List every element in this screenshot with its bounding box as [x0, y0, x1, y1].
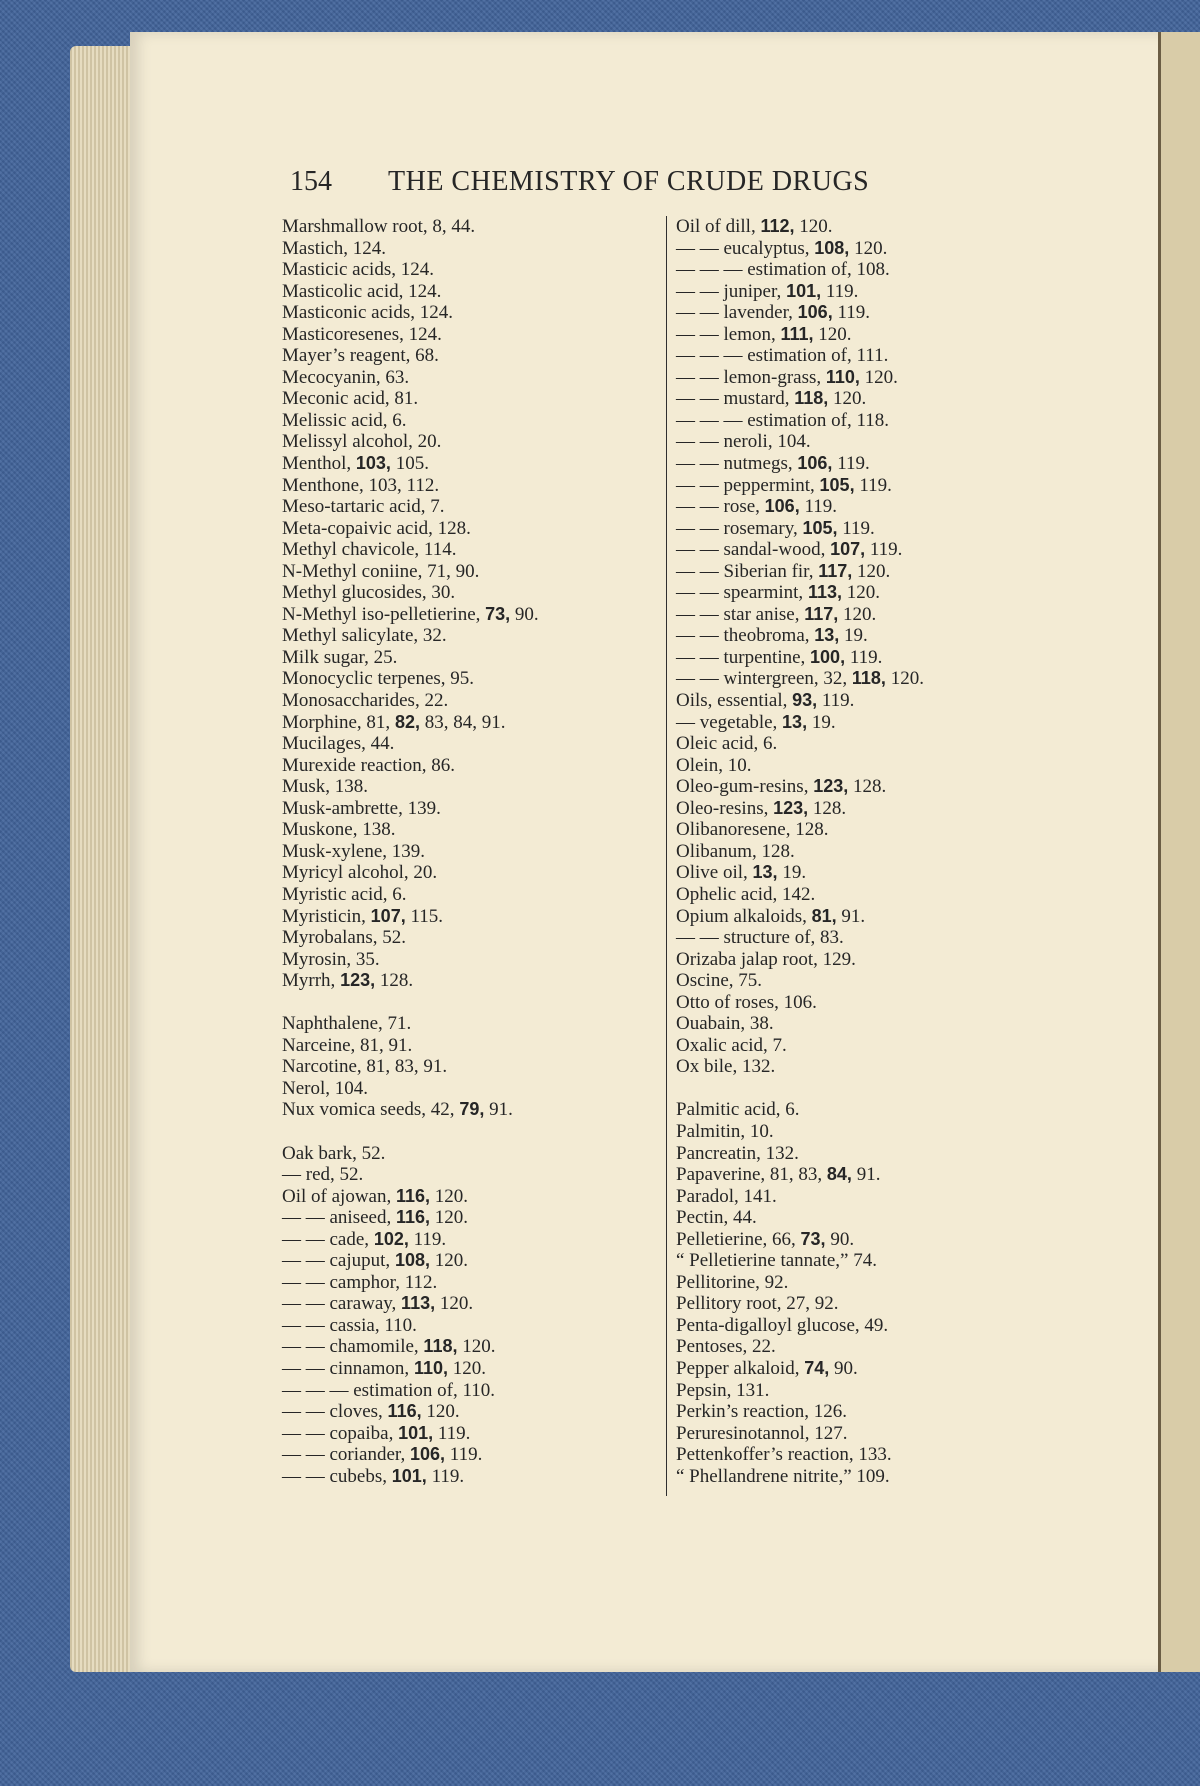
index-entry-other-pages: 120.: [813, 323, 852, 345]
index-entry-other-pages: 90.: [829, 1357, 858, 1379]
index-entry-other-pages: 115.: [405, 905, 444, 927]
index-entry: Oscine, 75.: [676, 970, 763, 992]
index-entry: [282, 1336, 672, 1358]
index-entry-other-pages: 119.: [799, 496, 837, 518]
running-header: [290, 166, 960, 206]
index-entry: [282, 453, 672, 475]
index-entry: “ Pelletierine tannate,” 74.: [676, 1250, 877, 1272]
index-entry: Pancreatin, 132.: [676, 1142, 799, 1164]
index-entry-other-pages: 120.: [430, 1185, 469, 1207]
index-section-gap: [282, 1121, 672, 1143]
index-entry-main-page: 123,: [340, 970, 376, 991]
index-entry-term: Morphine, 81,: [282, 711, 395, 733]
index-entry-main-page: 105,: [802, 517, 838, 538]
index-entry-main-page: 113,: [401, 1293, 436, 1314]
index-entry: [676, 604, 1016, 626]
index-entry-main-page: 123,: [813, 776, 849, 797]
index-entry: Pettenkoffer’s reaction, 133.: [676, 1444, 892, 1466]
index-section-gap: [676, 1078, 1016, 1100]
index-entry: Palmitic acid, 6.: [676, 1099, 800, 1121]
index-entry: Masticolic acid, 124.: [282, 280, 442, 302]
index-entry-main-page: 118,: [794, 388, 829, 409]
index-entry-other-pages: 120.: [421, 1401, 460, 1423]
index-entry-main-page: 111,: [780, 323, 814, 344]
index-entry: [676, 518, 1016, 540]
index-entry: [282, 604, 672, 626]
index-entry-other-pages: 120.: [838, 603, 877, 625]
index-entry-main-page: 13,: [752, 862, 778, 883]
index-entry: Milk sugar, 25.: [282, 646, 398, 668]
next-page-edge: [1158, 32, 1200, 1672]
index-entry-term: — — mustard,: [676, 388, 795, 410]
index-entry-other-pages: 119.: [426, 1465, 465, 1487]
index-entry-main-page: 106,: [409, 1444, 446, 1465]
index-entry: Muskone, 138.: [282, 819, 396, 841]
index-entry-term: — — theobroma,: [676, 625, 815, 647]
index-entry: Marshmallow root, 8, 44.: [282, 216, 476, 237]
index-entry: — red, 52.: [282, 1164, 364, 1186]
index-entry-main-page: 101,: [398, 1422, 434, 1443]
index-entry-other-pages: 119.: [817, 690, 855, 712]
index-entry-other-pages: 105.: [390, 453, 429, 475]
index-entry-term: — — cloves,: [282, 1401, 388, 1423]
index-entry-main-page: 82,: [394, 711, 420, 732]
index-entry-term: Pelletierine, 66,: [676, 1228, 801, 1250]
index-entry: Melissyl alcohol, 20.: [282, 431, 442, 453]
index-entry: Nerol, 104.: [282, 1077, 369, 1099]
index-entry: “ Phellandrene nitrite,” 109.: [676, 1465, 890, 1487]
index-entry-main-page: 105,: [819, 474, 855, 495]
index-entry-other-pages: 90.: [825, 1228, 855, 1250]
index-entry: [676, 539, 1016, 561]
index-entry-other-pages: 128.: [375, 970, 414, 992]
index-entry: [282, 1250, 672, 1272]
index-entry: [676, 625, 1016, 647]
index-entry-other-pages: 128.: [848, 776, 887, 798]
index-entry: Narcotine, 81, 83, 91.: [282, 1056, 448, 1078]
index-entry-main-page: 108,: [394, 1250, 430, 1271]
index-entry-term: — — turpentine,: [676, 646, 811, 668]
index-entry: Pentoses, 22.: [676, 1336, 776, 1358]
index-entry: Musk-ambrette, 139.: [282, 797, 441, 819]
index-entry-other-pages: 119.: [832, 302, 870, 324]
index-entry-other-pages: 91.: [851, 1164, 881, 1186]
index-entry: [676, 324, 1016, 346]
index-entry: [676, 582, 1016, 604]
index-entry-main-page: 117,: [818, 560, 853, 581]
index-entry: [676, 281, 1016, 303]
index-entry-term: — — cade,: [282, 1228, 374, 1250]
running-title: THE CHEMISTRY OF CRUDE DRUGS: [388, 166, 870, 197]
index-entry-term: Oleo-resins,: [676, 797, 774, 819]
index-entry: [676, 475, 1016, 497]
index-entry-main-page: 74,: [804, 1357, 830, 1378]
index-entry: Otto of roses, 106.: [676, 991, 817, 1013]
index-entry: — — camphor, 112.: [282, 1271, 438, 1293]
index-entry: Meconic acid, 81.: [282, 388, 419, 410]
index-entry-other-pages: 120.: [794, 216, 833, 237]
index-entry-main-page: 123,: [773, 797, 809, 818]
index-entry: Paradol, 141.: [676, 1185, 777, 1207]
index-entry-term: — — Siberian fir,: [676, 560, 819, 582]
index-entry: [676, 906, 1016, 928]
index-entry-term: Menthol,: [282, 453, 356, 475]
index-entry: [676, 1164, 1016, 1186]
index-entry: Oleic acid, 6.: [676, 733, 778, 755]
index-entry-main-page: 101,: [391, 1465, 427, 1486]
index-entry: — — cassia, 110.: [282, 1314, 417, 1336]
index-entry: [282, 906, 672, 928]
index-entry-main-page: 13,: [814, 625, 840, 646]
index-entry: Ouabain, 38.: [676, 1013, 774, 1035]
index-entry-main-page: 93,: [792, 690, 818, 711]
index-entry-term: — — juniper,: [676, 280, 787, 302]
index-entry: Myrobalans, 52.: [282, 927, 407, 949]
index-entry-other-pages: 119.: [845, 646, 883, 668]
index-entry: Methyl glucosides, 30.: [282, 582, 456, 604]
index-entry-other-pages: 19.: [777, 862, 807, 884]
index-entry-other-pages: 119.: [865, 539, 903, 561]
index-entry-term: Papaverine, 81, 83,: [676, 1164, 827, 1186]
index-entry-term: — — copaiba,: [282, 1422, 399, 1444]
index-entry: Mucilages, 44.: [282, 733, 395, 755]
index-entry-other-pages: 119.: [821, 280, 859, 302]
index-entry: Naphthalene, 71.: [282, 1013, 412, 1035]
index-entry: Ox bile, 132.: [676, 1056, 776, 1078]
index-entry: Masticonic acids, 124.: [282, 302, 453, 324]
index-entry: Musk, 138.: [282, 776, 369, 798]
index-entry: Penta-digalloyl glucose, 49.: [676, 1314, 889, 1336]
index-entry: [676, 388, 1016, 410]
index-entry: Oak bark, 52.: [282, 1142, 386, 1164]
index-column-right: [676, 216, 1016, 1487]
index-entry-main-page: 13,: [782, 711, 808, 732]
index-entry-main-page: 79,: [459, 1099, 485, 1120]
index-entry: [676, 561, 1016, 583]
index-entry-term: — — nutmegs,: [676, 453, 798, 475]
index-entry-other-pages: 128.: [808, 797, 847, 819]
index-entry-term: — — wintergreen, 32,: [676, 668, 852, 690]
index-entry-other-pages: 120.: [435, 1293, 474, 1315]
index-entry-other-pages: 120.: [849, 237, 888, 259]
index-entry: — — — estimation of, 110.: [282, 1379, 496, 1401]
page-number: 154: [290, 166, 332, 197]
index-entry: Pellitory root, 27, 92.: [676, 1293, 839, 1315]
index-entry-main-page: 84,: [826, 1164, 852, 1185]
index-entry: Mayer’s reagent, 68.: [282, 345, 439, 367]
index-entry: Perkin’s reaction, 126.: [676, 1401, 847, 1423]
index-entry-main-page: 116,: [395, 1207, 431, 1228]
index-entry-term: Oil of ajowan,: [282, 1185, 396, 1207]
index-entry: [676, 496, 1016, 518]
index-entry: [676, 302, 1016, 324]
index-entry-main-page: 107,: [830, 539, 866, 560]
index-entry-term: — — star anise,: [676, 603, 805, 625]
index-entry-main-page: 110,: [413, 1357, 448, 1378]
index-entry: [282, 1466, 672, 1488]
index-entry-other-pages: 19.: [807, 711, 836, 733]
index-entry: Palmitin, 10.: [676, 1120, 774, 1142]
index-entry: Mastich, 124.: [282, 237, 386, 259]
index-entry-other-pages: 119.: [854, 474, 892, 496]
index-entry: N-Methyl coniine, 71, 90.: [282, 560, 480, 582]
index-entry-other-pages: 119.: [832, 453, 870, 475]
index-entry-main-page: 116,: [395, 1185, 431, 1206]
index-entry-other-pages: 120.: [457, 1336, 496, 1358]
index-entry-term: — — coriander,: [282, 1444, 410, 1466]
index-entry-other-pages: 91.: [836, 905, 866, 927]
index-entry: [282, 1293, 672, 1315]
index-entry: — — — estimation of, 111.: [676, 345, 889, 367]
index-entry-term: — — lemon-grass,: [676, 366, 826, 388]
index-entry-main-page: 81,: [811, 905, 837, 926]
index-entry: [282, 1186, 672, 1208]
index-entry: [282, 970, 672, 992]
index-entry: Oxalic acid, 7.: [676, 1034, 787, 1056]
index-entry-term: Nux vomica seeds, 42,: [282, 1099, 460, 1121]
index-entry-term: Olive oil,: [676, 862, 753, 884]
index-entry: [282, 712, 672, 734]
index-entry: Ophelic acid, 142.: [676, 883, 816, 905]
index-entry: Pepsin, 131.: [676, 1379, 770, 1401]
index-entry: [282, 1401, 672, 1423]
index-entry-term: Myrrh,: [282, 970, 341, 992]
index-entry-main-page: 73,: [800, 1228, 826, 1249]
index-entry: Narceine, 81, 91.: [282, 1034, 413, 1056]
index-entry: Mecocyanin, 63.: [282, 366, 410, 388]
index-entry-term: Oleo-gum-resins,: [676, 776, 814, 798]
index-entry: — — — estimation of, 118.: [676, 409, 890, 431]
index-entry: Olein, 10.: [676, 754, 752, 776]
index-entry: [676, 862, 1016, 884]
index-entry-other-pages: 120.: [859, 366, 898, 388]
index-entry-main-page: 118,: [423, 1336, 458, 1357]
index-entry: [676, 798, 1016, 820]
index-entry: — — — estimation of, 108.: [676, 259, 890, 281]
index-entry-main-page: 102,: [373, 1228, 409, 1249]
index-entry: [282, 1229, 672, 1251]
index-entry: [282, 1099, 672, 1121]
index-entry: [282, 1444, 672, 1466]
index-entry-term: Oils, essential,: [676, 690, 793, 712]
index-entry: Menthone, 103, 112.: [282, 474, 440, 496]
index-entry-other-pages: 83, 84, 91.: [419, 711, 506, 733]
index-entry: Methyl salicylate, 32.: [282, 625, 447, 647]
index-entry-term: — — aniseed,: [282, 1207, 396, 1229]
index-entry-main-page: 117,: [804, 603, 839, 624]
index-entry-main-page: 73,: [485, 603, 511, 624]
index-entry: [676, 453, 1016, 475]
index-entry: [676, 668, 1016, 690]
index-entry: [282, 1358, 672, 1380]
index-entry-term: — — cinnamon,: [282, 1357, 414, 1379]
index-entry: [676, 1358, 1016, 1380]
index-entry-term: — — sandal-wood,: [676, 539, 831, 561]
index-entry: Monosaccharides, 22.: [282, 690, 449, 712]
index-entry-main-page: 106,: [764, 496, 800, 517]
index-entry-other-pages: 120.: [430, 1207, 469, 1229]
column-divider: [666, 216, 667, 1496]
index-entry: [676, 1229, 1016, 1251]
index-entry-term: Pepper alkaloid,: [676, 1357, 805, 1379]
index-entry-other-pages: 120.: [885, 668, 924, 690]
index-entry: Myricyl alcohol, 20.: [282, 862, 438, 884]
index-entry: Olibanoresene, 128.: [676, 819, 829, 841]
index-entry: Meso-tartaric acid, 7.: [282, 496, 445, 518]
index-entry-term: — vegetable,: [676, 711, 783, 733]
index-entry-term: — — eucalyptus,: [676, 237, 815, 259]
index-entry-term: — — lemon,: [676, 323, 781, 345]
index-entry-main-page: 113,: [807, 582, 842, 603]
index-entry: — — neroli, 104.: [676, 431, 811, 453]
index-entry-main-page: 112,: [760, 216, 795, 236]
index-entry: Melissic acid, 6.: [282, 409, 407, 431]
index-entry-term: — — spearmint,: [676, 582, 808, 604]
index-entry: [676, 367, 1016, 389]
index-entry: [282, 1207, 672, 1229]
index-entry: Pellitorine, 92.: [676, 1271, 789, 1293]
index-entry-main-page: 103,: [355, 453, 391, 474]
index-entry-term: — — caraway,: [282, 1293, 402, 1315]
index-entry: Musk-xylene, 139.: [282, 840, 426, 862]
index-entry-other-pages: 19.: [839, 625, 868, 647]
index-entry: Murexide reaction, 86.: [282, 754, 456, 776]
index-entry-term: — — peppermint,: [676, 474, 820, 496]
index-entry-term: Oil of dill,: [676, 216, 761, 237]
index-entry-main-page: 118,: [851, 668, 886, 689]
index-entry: [676, 647, 1016, 669]
index-entry: [676, 776, 1016, 798]
index-entry-term: — — cubebs,: [282, 1465, 392, 1487]
index-entry: Olibanum, 128.: [676, 840, 795, 862]
index-section-gap: [282, 992, 672, 1014]
index-entry-main-page: 116,: [387, 1401, 422, 1422]
index-entry-main-page: 101,: [786, 280, 822, 301]
index-entry-other-pages: 120.: [447, 1357, 486, 1379]
index-entry-other-pages: 120.: [429, 1250, 468, 1272]
index-entry-other-pages: 91.: [484, 1099, 513, 1121]
index-entry-term: — — cajuput,: [282, 1250, 395, 1272]
index-entry: Meta-copaivic acid, 128.: [282, 517, 471, 539]
index-entry: — — structure of, 83.: [676, 927, 844, 949]
index-entry-term: N-Methyl iso-pelletierine,: [282, 603, 486, 625]
index-entry: Monocyclic terpenes, 95.: [282, 668, 475, 690]
index-entry: Myristic acid, 6.: [282, 883, 407, 905]
index-entry-term: Opium alkaloids,: [676, 905, 812, 927]
index-entry: [676, 712, 1016, 734]
index-entry: Methyl chavicole, 114.: [282, 539, 457, 561]
index-entry-other-pages: 90.: [510, 603, 539, 625]
index-column-left: [282, 216, 672, 1487]
index-entry: Pectin, 44.: [676, 1207, 757, 1229]
index-entry-main-page: 106,: [797, 302, 833, 323]
index-entry-main-page: 107,: [370, 905, 406, 926]
index-entry-term: — — chamomile,: [282, 1336, 424, 1358]
index-entry-main-page: 108,: [814, 237, 850, 258]
index-entry-main-page: 110,: [825, 366, 860, 387]
index-entry-other-pages: 119.: [445, 1444, 483, 1466]
index-entry-term: — — rose,: [676, 496, 765, 518]
index-entry-main-page: 106,: [797, 453, 833, 474]
index-entry-other-pages: 120.: [828, 388, 867, 410]
index-entry-other-pages: 119.: [837, 517, 875, 539]
index-entry-term: — — lavender,: [676, 302, 798, 324]
index-entry: [676, 690, 1016, 712]
index-entry-other-pages: 119.: [433, 1422, 471, 1444]
index-entry-term: — — rosemary,: [676, 517, 803, 539]
index-entry-other-pages: 119.: [408, 1228, 447, 1250]
index-entry: [282, 1423, 672, 1445]
index-entry-term: Myristicin,: [282, 905, 371, 927]
index-entry-other-pages: 120.: [841, 582, 880, 604]
index-entry: Myrosin, 35.: [282, 948, 380, 970]
index-entry: [676, 216, 1016, 238]
index-entry: [676, 238, 1016, 260]
index-entry: Peruresinotannol, 127.: [676, 1422, 848, 1444]
index-entry-other-pages: 120.: [852, 560, 891, 582]
index-entry: Masticic acids, 124.: [282, 259, 434, 281]
index-entry: Orizaba jalap root, 129.: [676, 948, 856, 970]
index-entry-main-page: 100,: [810, 646, 846, 667]
index-entry: Masticoresenes, 124.: [282, 323, 442, 345]
